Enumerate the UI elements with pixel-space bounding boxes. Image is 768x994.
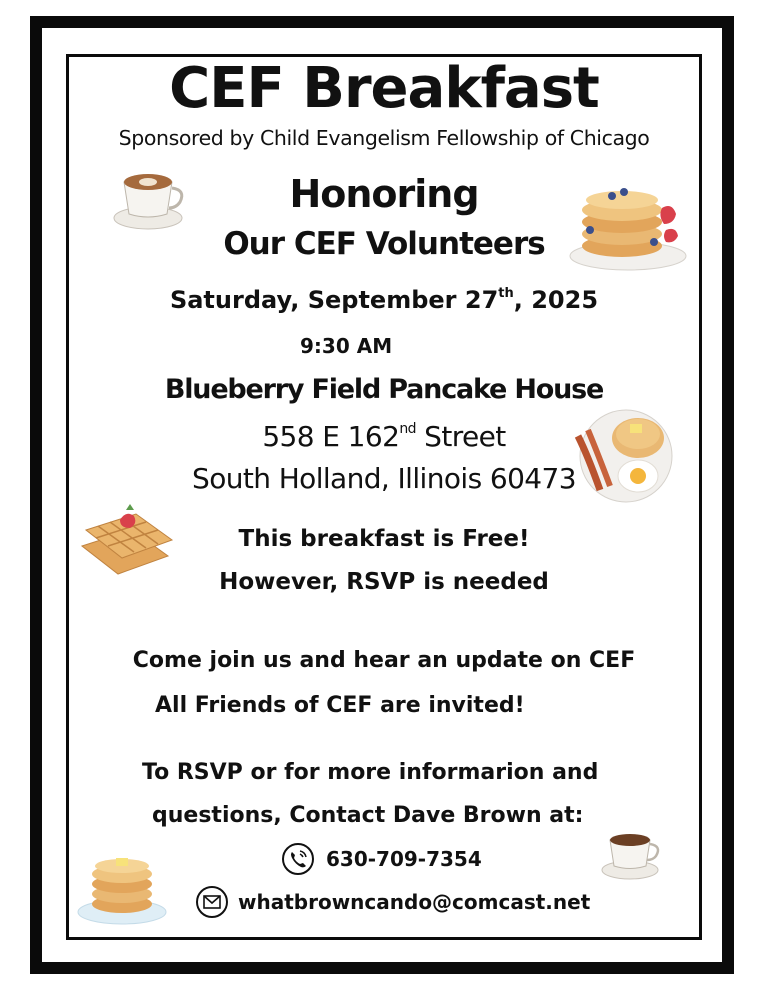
- phone-icon: [281, 842, 315, 876]
- rsvp-line: However, RSVP is needed: [219, 569, 549, 595]
- waffles-icon: [76, 500, 176, 586]
- sponsor-line: Sponsored by Child Evangelism Fellowship of Chicago: [118, 126, 650, 150]
- join-line: Come join us and hear an update on CEF: [132, 648, 636, 673]
- street-suffix: nd: [399, 421, 416, 437]
- event-time: 9:30 AM: [300, 334, 393, 358]
- event-date: [0, 286, 768, 314]
- coffee-cup-icon: [598, 826, 664, 882]
- latte-cup-icon: [108, 162, 190, 234]
- breakfast-plate-icon: [570, 406, 678, 506]
- email-address[interactable]: whatbrowncando@comcast.net: [238, 890, 591, 914]
- friends-line: All Friends of CEF are invited!: [155, 693, 525, 718]
- venue-name: Blueberry Field Pancake House: [164, 374, 604, 405]
- volunteers-heading: Our CEF Volunteers: [223, 226, 545, 262]
- contact-line-1: To RSVP or for more informarion and: [142, 760, 599, 785]
- envelope-icon: [195, 885, 229, 919]
- date-suffix: th: [498, 286, 514, 301]
- free-line: This breakfast is Free!: [238, 526, 530, 552]
- phone-number[interactable]: 630-709-7354: [326, 847, 482, 871]
- date-year: , 2025: [513, 286, 599, 314]
- honoring-heading: Honoring: [289, 172, 479, 216]
- pancake-stack-icon: [566, 178, 690, 274]
- date-main: Saturday, September 27: [169, 286, 499, 314]
- contact-line-2: questions, Contact Dave Brown at:: [152, 803, 584, 828]
- street-number: 558 E 162: [262, 420, 400, 453]
- street-name: Street: [415, 420, 506, 453]
- venue-city: South Holland, Illinois 60473: [192, 462, 576, 495]
- flyer-title: CEF Breakfast: [169, 56, 599, 121]
- pancake-stack-icon: [74, 846, 170, 928]
